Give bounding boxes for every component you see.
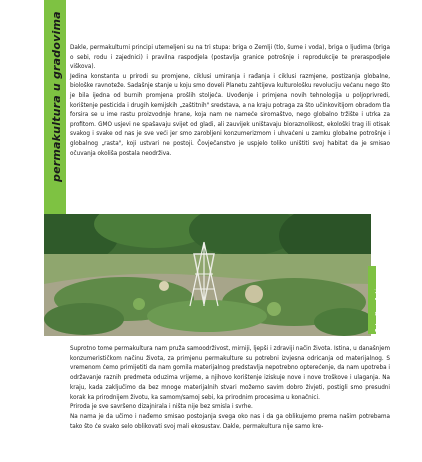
article-text-top — [70, 44, 390, 159]
photo-credit-tab — [368, 266, 381, 334]
paragraph: Priroda je sve savršeno dizajnirala i ništa nije bez smisla i svrhe. — [70, 404, 253, 411]
paragraph: Jedina konstanta u prirodi su promjene, ciklusi umiranja i rađanja i ciklusi razmjene, postizanja globalne, biološke ravnoteže. Sadašnje stanje u koju smo doveli Planetu zahtijeva kulturološku revoluciju većanu nego što je bila ijedna od burnih promjena prošlih stoljeća. Uvođenje i primjena novih tehnologija u poljoprivredi, korištenje pesticida i drugih kemijskih „zaštitnih" sredstava, a na kraju potraga za što učinkovitijom obradom tla forsira se u ime rastu proizvodnje hrane, koja nam ne nameće siromaštvo, nego globalno tržište i utrka za profitom. GMO usjevi ne spašavaju svijet od gladi, ali zauvijek uništavaju bioraznolikost, ekološki trag ili otisak svakog i svake od nas je sve veći jer smo zarobljeni konzumerizmom i uhvaćeni u zamku globalne potrošnje i globalnog „rasta", koji ustvari ne postoji. Čovječanstvo je uspjelo toliko uništiti svoj habitat da je smisao očuvanja okoliša postala neodrživa. — [70, 73, 390, 157]
paragraph: Dakle, permakulturni principi utemeljeni su na tri stupa: briga o Zemlji (tlo, šume i voda), briga o ljudima (briga o sebi, rodu i zajednici) i pravilna raspodjela (postavlja granice potrošnje i reprodukcije te preraspodjele viškova). — [70, 45, 390, 71]
photo-credit-text: Foto: Karo Anić — [375, 288, 381, 332]
section-title-text: permakultura u gradovima — [50, 11, 63, 182]
garden-photo — [44, 214, 371, 336]
article-text-bottom — [70, 345, 390, 432]
garden-illustration — [44, 214, 371, 336]
section-title — [36, 11, 63, 182]
paragraph: Suprotno tome permakultura nam pruža samoodrživost, mirniji, ljepši i zdraviji način života. Istina, u današnjem konzumerističkom načinu života, za primjenu permakulture su potrebni izvjesna odricanja od materijalnog. S vremenom ćemo primijetiti da nam gomila materijalnog predstavlja nepotrebno opterećenje, da nam upotreba i održavanje raznih predmeta oduzima vrijeme, a njihovo korištenje iziskuje nove i nove troškove i ulaganja. Na kraju, kada zaključimo da bez mnoge materijalnih stvari možemo savim dobro živjeti, postigli smo presudni korak ka prirodnijem životu, ka samom/samoj sebi, ka prirodnim procesima u konačnici. — [70, 346, 390, 401]
paragraph: Na nama je da učimo i nađemo smisao postojanja svega oko nas i da ga oblikujemo prema našim potrebama tako što će svako selo oblikovati svoj mali ekosustav. Dakle, permakultura nije samo kre- — [70, 413, 390, 430]
